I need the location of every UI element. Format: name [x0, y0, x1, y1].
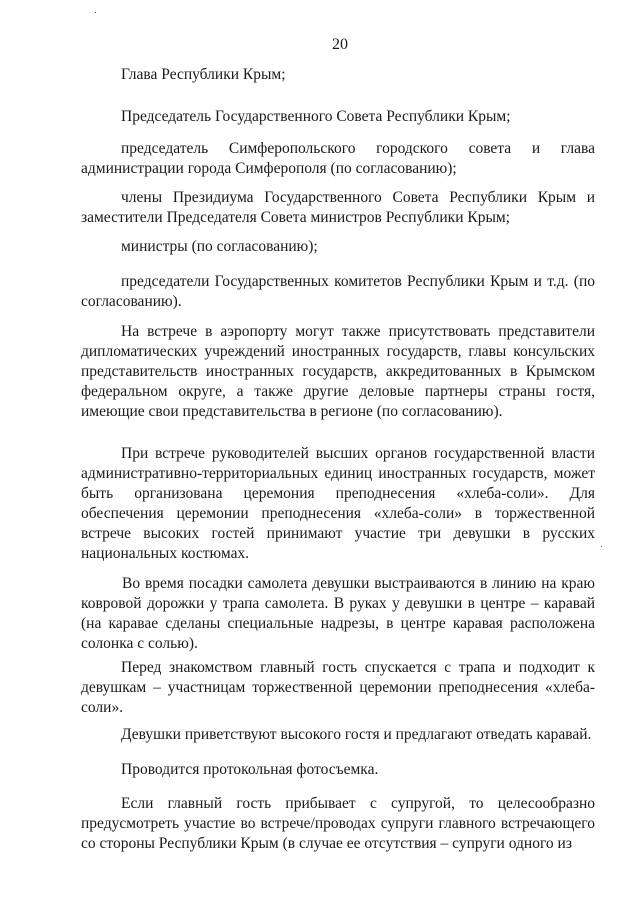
paragraph-6: председатели Государственных комитетов Республики Крым и т.д. (по согласованию). — [81, 273, 595, 310]
paragraph-4: члены Президиума Государственного Совета Республики Крым и заместители Председателя Совета министров Республики Крым; — [81, 189, 595, 226]
paragraph-1: Глава Республики Крым; — [121, 66, 286, 83]
paragraph-7: На встрече в аэропорту могут также присутствовать представители дипломатических учреждений иностранных государств, главы консульских представительств иностранных государств, аккредитованных в Крымском федеральном округе, а также другие деловые партнеры страны гостя, имеющие свои представительства в регионе (по согласованию). — [81, 323, 595, 420]
scan-speck — [95, 12, 96, 13]
paragraph-12: Проводится протокольная фотосъемка. — [121, 761, 379, 778]
paragraph-3: председатель Симферопольского городского совета и глава администрации города Симферополя (по согласованию); — [81, 140, 595, 177]
paragraph-5: министры (по согласованию); — [121, 238, 318, 255]
paragraph-9: Во время посадки самолета девушки выстраиваются в линию на краю ковровой дорожки у трапа самолета. В руках у девушки в центре – каравай (на каравае сделаны специальные надрезы, в центре каравая расположена солонка с солью). — [81, 575, 595, 652]
paragraph-10: Перед знакомством главный гость спускается с трапа и подходит к девушкам – участницам торжественной церемонии преподнесения «хлеба-соли». — [81, 659, 595, 716]
paragraph-8: При встрече руководителей высших органов государственной власти административно-территориальных единиц иностранных государств, может быть организована церемония преподнесения «хлеба-соли». Для обеспечения церемонии преподнесения «хлеба-соли» в торжественной встрече высоких гостей принимают участие три девушки в русских национальных костюмах. — [81, 445, 595, 562]
paragraph-11: Девушки приветствуют высокого гостя и предлагают отведать каравай. — [121, 726, 592, 743]
paragraph-13: Если главный гость прибывает с супругой, то целесообразно предусмотреть участие во встрече/проводах супруги главного встречающего со стороны Республики Крым (в случае ее отсутствия – супруги одного из — [81, 795, 595, 852]
scan-speck — [601, 546, 602, 547]
paragraph-2: Председатель Государственного Совета Республики Крым; — [121, 108, 511, 125]
page-number: 20 — [332, 36, 348, 53]
